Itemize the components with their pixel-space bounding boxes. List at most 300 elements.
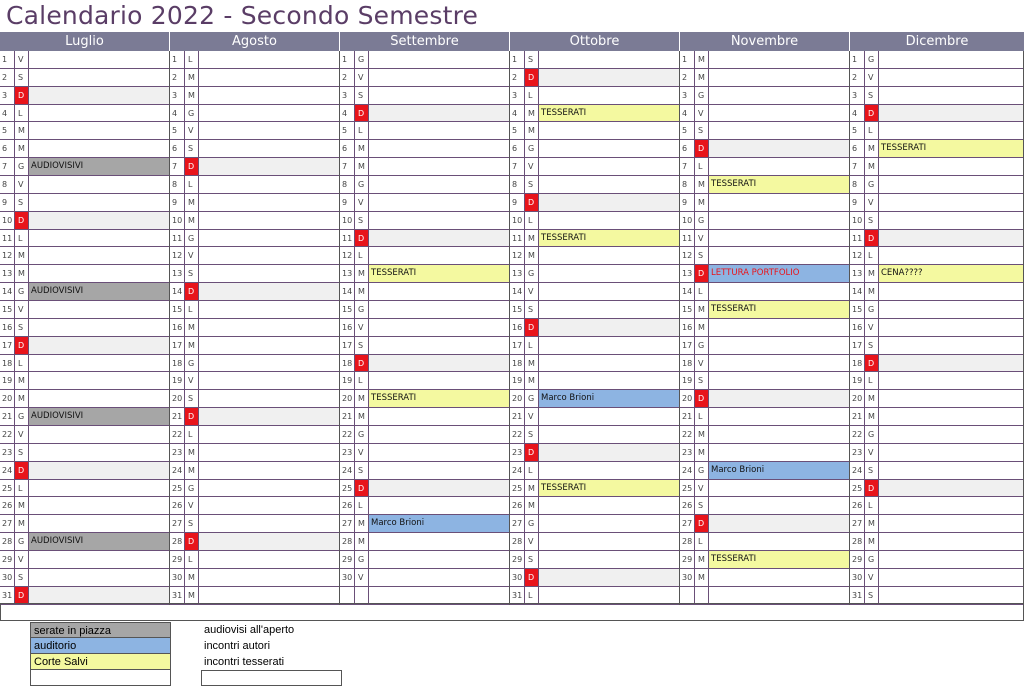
event-cell[interactable] bbox=[29, 319, 169, 336]
event-cell[interactable] bbox=[369, 497, 509, 514]
event-cell[interactable] bbox=[369, 462, 509, 479]
day-row[interactable] bbox=[850, 462, 1023, 480]
event-cell[interactable] bbox=[879, 212, 1023, 229]
day-row[interactable] bbox=[680, 247, 849, 265]
event-cell[interactable] bbox=[709, 319, 849, 336]
event-cell[interactable] bbox=[879, 176, 1023, 193]
event-cell[interactable] bbox=[539, 355, 679, 372]
event-cell[interactable] bbox=[879, 105, 1023, 122]
event-cell[interactable] bbox=[199, 355, 339, 372]
day-row[interactable] bbox=[680, 212, 849, 230]
event-cell[interactable] bbox=[879, 444, 1023, 461]
day-row[interactable] bbox=[510, 212, 679, 230]
event-cell[interactable] bbox=[539, 51, 679, 68]
event-cell[interactable] bbox=[369, 105, 509, 122]
day-row[interactable] bbox=[170, 372, 339, 390]
event-cell[interactable] bbox=[29, 230, 169, 247]
day-row[interactable] bbox=[680, 87, 849, 105]
day-row[interactable] bbox=[170, 230, 339, 248]
event-cell[interactable] bbox=[369, 551, 509, 568]
event-cell[interactable] bbox=[879, 87, 1023, 104]
event-cell[interactable] bbox=[369, 194, 509, 211]
day-row[interactable] bbox=[510, 265, 679, 283]
event-cell[interactable] bbox=[709, 283, 849, 300]
event-cell[interactable] bbox=[879, 319, 1023, 336]
event-cell[interactable] bbox=[539, 587, 679, 604]
event-cell[interactable] bbox=[199, 372, 339, 389]
day-row[interactable] bbox=[680, 372, 849, 390]
day-row[interactable] bbox=[170, 158, 339, 176]
day-row[interactable] bbox=[510, 319, 679, 337]
day-row[interactable] bbox=[510, 515, 679, 533]
day-row[interactable] bbox=[170, 301, 339, 319]
day-row[interactable] bbox=[510, 247, 679, 265]
day-row[interactable] bbox=[510, 462, 679, 480]
day-row[interactable] bbox=[850, 158, 1023, 176]
day-row[interactable] bbox=[0, 51, 169, 69]
event-cell[interactable] bbox=[369, 283, 509, 300]
event-cell[interactable] bbox=[709, 444, 849, 461]
event-cell[interactable] bbox=[879, 158, 1023, 175]
day-row[interactable] bbox=[850, 444, 1023, 462]
event-cell[interactable] bbox=[369, 247, 509, 264]
event-cell[interactable] bbox=[199, 176, 339, 193]
day-row[interactable] bbox=[0, 87, 169, 105]
event-cell[interactable] bbox=[709, 230, 849, 247]
event-cell[interactable] bbox=[539, 69, 679, 86]
event-tesserati[interactable]: TESSERATI bbox=[879, 140, 1023, 157]
event-cell[interactable] bbox=[539, 301, 679, 318]
day-row[interactable] bbox=[850, 497, 1023, 515]
day-row[interactable] bbox=[510, 158, 679, 176]
day-row[interactable] bbox=[340, 533, 509, 551]
event-cell[interactable] bbox=[709, 87, 849, 104]
event-cell[interactable] bbox=[369, 87, 509, 104]
day-row[interactable] bbox=[680, 462, 849, 480]
event-cell[interactable] bbox=[199, 515, 339, 532]
event-cell[interactable] bbox=[539, 158, 679, 175]
day-row[interactable] bbox=[340, 140, 509, 158]
day-row[interactable] bbox=[850, 283, 1023, 301]
day-row[interactable] bbox=[0, 247, 169, 265]
day-row[interactable] bbox=[170, 551, 339, 569]
event-cell[interactable] bbox=[539, 265, 679, 282]
event-cell[interactable] bbox=[539, 122, 679, 139]
day-row[interactable] bbox=[0, 158, 169, 176]
event-cell[interactable] bbox=[369, 569, 509, 586]
day-row[interactable] bbox=[170, 480, 339, 498]
day-row[interactable] bbox=[0, 462, 169, 480]
event-cell[interactable] bbox=[29, 87, 169, 104]
day-row[interactable] bbox=[510, 230, 679, 248]
day-row[interactable] bbox=[850, 408, 1023, 426]
day-row[interactable] bbox=[680, 105, 849, 123]
event-cell[interactable] bbox=[29, 569, 169, 586]
day-row[interactable] bbox=[510, 87, 679, 105]
day-row[interactable] bbox=[510, 105, 679, 123]
event-cell[interactable] bbox=[29, 426, 169, 443]
event-cell[interactable] bbox=[539, 569, 679, 586]
event-cell[interactable] bbox=[879, 408, 1023, 425]
event-cell[interactable] bbox=[879, 69, 1023, 86]
event-cell[interactable] bbox=[539, 87, 679, 104]
day-row[interactable] bbox=[510, 444, 679, 462]
day-row[interactable] bbox=[680, 497, 849, 515]
event-cell[interactable] bbox=[29, 515, 169, 532]
day-row[interactable] bbox=[340, 551, 509, 569]
event-cell[interactable] bbox=[879, 51, 1023, 68]
event-cell[interactable] bbox=[709, 533, 849, 550]
day-row[interactable] bbox=[340, 587, 509, 605]
day-row[interactable] bbox=[340, 319, 509, 337]
event-audiovisivi[interactable]: AUDIOVISIVI bbox=[29, 283, 169, 300]
event-cell[interactable] bbox=[29, 265, 169, 282]
day-row[interactable] bbox=[850, 87, 1023, 105]
day-row[interactable] bbox=[510, 426, 679, 444]
day-row[interactable] bbox=[510, 176, 679, 194]
event-cell[interactable] bbox=[709, 480, 849, 497]
day-row[interactable] bbox=[0, 140, 169, 158]
day-row[interactable] bbox=[510, 194, 679, 212]
event-cell[interactable] bbox=[199, 194, 339, 211]
day-row[interactable] bbox=[850, 140, 1023, 158]
day-row[interactable] bbox=[340, 569, 509, 587]
event-tesserati[interactable]: TESSERATI bbox=[369, 265, 509, 282]
day-row[interactable] bbox=[510, 51, 679, 69]
day-row[interactable] bbox=[0, 372, 169, 390]
event-cena[interactable]: CENA???? bbox=[879, 265, 1023, 282]
event-cell[interactable] bbox=[709, 408, 849, 425]
event-cell[interactable] bbox=[29, 444, 169, 461]
event-cell[interactable] bbox=[879, 194, 1023, 211]
event-audiovisivi[interactable]: AUDIOVISIVI bbox=[29, 408, 169, 425]
day-row[interactable] bbox=[170, 247, 339, 265]
event-cell[interactable] bbox=[369, 444, 509, 461]
day-row[interactable] bbox=[0, 69, 169, 87]
day-row[interactable] bbox=[850, 247, 1023, 265]
event-cell[interactable] bbox=[199, 337, 339, 354]
event-cell[interactable] bbox=[539, 515, 679, 532]
day-row[interactable] bbox=[850, 533, 1023, 551]
event-cell[interactable] bbox=[199, 265, 339, 282]
event-cell[interactable] bbox=[709, 390, 849, 407]
event-cell[interactable] bbox=[199, 462, 339, 479]
day-row[interactable] bbox=[0, 569, 169, 587]
event-cell[interactable] bbox=[539, 319, 679, 336]
event-cell[interactable] bbox=[369, 122, 509, 139]
day-row[interactable] bbox=[340, 444, 509, 462]
day-row[interactable] bbox=[850, 319, 1023, 337]
day-row[interactable] bbox=[510, 569, 679, 587]
day-row[interactable] bbox=[510, 372, 679, 390]
day-row[interactable] bbox=[0, 319, 169, 337]
day-row[interactable] bbox=[170, 87, 339, 105]
day-row[interactable] bbox=[850, 105, 1023, 123]
day-row[interactable] bbox=[850, 515, 1023, 533]
day-row[interactable] bbox=[0, 105, 169, 123]
event-cell[interactable] bbox=[879, 426, 1023, 443]
event-cell[interactable] bbox=[709, 194, 849, 211]
day-row[interactable] bbox=[680, 319, 849, 337]
day-row[interactable] bbox=[170, 587, 339, 605]
day-row[interactable] bbox=[340, 283, 509, 301]
day-row[interactable] bbox=[850, 176, 1023, 194]
day-row[interactable] bbox=[340, 515, 509, 533]
event-cell[interactable] bbox=[199, 87, 339, 104]
day-row[interactable] bbox=[0, 265, 169, 283]
day-row[interactable] bbox=[850, 390, 1023, 408]
event-cell[interactable] bbox=[29, 587, 169, 604]
event-cell[interactable] bbox=[709, 51, 849, 68]
event-cell[interactable] bbox=[709, 569, 849, 586]
event-cell[interactable] bbox=[539, 497, 679, 514]
day-row[interactable] bbox=[340, 301, 509, 319]
day-row[interactable] bbox=[680, 69, 849, 87]
event-cell[interactable] bbox=[879, 462, 1023, 479]
day-row[interactable] bbox=[680, 51, 849, 69]
day-row[interactable] bbox=[0, 480, 169, 498]
day-row[interactable] bbox=[340, 247, 509, 265]
event-tesserati[interactable]: TESSERATI bbox=[539, 230, 679, 247]
event-cell[interactable] bbox=[369, 140, 509, 157]
day-row[interactable] bbox=[340, 122, 509, 140]
day-row[interactable] bbox=[850, 569, 1023, 587]
event-cell[interactable] bbox=[879, 533, 1023, 550]
event-cell[interactable] bbox=[29, 122, 169, 139]
event-cell[interactable] bbox=[199, 122, 339, 139]
day-row[interactable] bbox=[0, 337, 169, 355]
day-row[interactable] bbox=[0, 533, 169, 551]
day-row[interactable] bbox=[510, 69, 679, 87]
day-row[interactable] bbox=[850, 551, 1023, 569]
event-tesserati[interactable]: TESSERATI bbox=[709, 301, 849, 318]
day-row[interactable] bbox=[0, 194, 169, 212]
event-cell[interactable] bbox=[709, 212, 849, 229]
day-row[interactable] bbox=[680, 444, 849, 462]
day-row[interactable] bbox=[680, 408, 849, 426]
event-cell[interactable] bbox=[879, 283, 1023, 300]
event-cell[interactable] bbox=[29, 462, 169, 479]
event-marco-brioni[interactable]: Marco Brioni bbox=[709, 462, 849, 479]
event-cell[interactable] bbox=[539, 551, 679, 568]
event-cell[interactable] bbox=[199, 497, 339, 514]
day-row[interactable] bbox=[340, 212, 509, 230]
event-audiovisivi[interactable]: AUDIOVISIVI bbox=[29, 158, 169, 175]
day-row[interactable] bbox=[850, 426, 1023, 444]
event-tesserati[interactable]: TESSERATI bbox=[539, 480, 679, 497]
event-tesserati[interactable]: TESSERATI bbox=[709, 551, 849, 568]
event-cell[interactable] bbox=[369, 587, 509, 604]
event-cell[interactable] bbox=[539, 337, 679, 354]
day-row[interactable] bbox=[680, 426, 849, 444]
event-cell[interactable] bbox=[199, 480, 339, 497]
day-row[interactable] bbox=[850, 355, 1023, 373]
day-row[interactable] bbox=[340, 230, 509, 248]
day-row[interactable] bbox=[850, 69, 1023, 87]
event-cell[interactable] bbox=[199, 51, 339, 68]
event-cell[interactable] bbox=[199, 158, 339, 175]
day-row[interactable] bbox=[340, 408, 509, 426]
day-row[interactable] bbox=[170, 426, 339, 444]
day-row[interactable] bbox=[510, 551, 679, 569]
event-cell[interactable] bbox=[29, 372, 169, 389]
event-cell[interactable] bbox=[29, 105, 169, 122]
day-row[interactable] bbox=[340, 372, 509, 390]
event-cell[interactable] bbox=[879, 372, 1023, 389]
day-row[interactable] bbox=[680, 122, 849, 140]
event-cell[interactable] bbox=[199, 69, 339, 86]
event-cell[interactable] bbox=[199, 426, 339, 443]
event-cell[interactable] bbox=[539, 283, 679, 300]
day-row[interactable] bbox=[510, 390, 679, 408]
day-row[interactable] bbox=[680, 551, 849, 569]
day-row[interactable] bbox=[850, 194, 1023, 212]
event-cell[interactable] bbox=[879, 122, 1023, 139]
day-row[interactable] bbox=[510, 337, 679, 355]
day-row[interactable] bbox=[510, 122, 679, 140]
event-cell[interactable] bbox=[879, 355, 1023, 372]
event-cell[interactable] bbox=[199, 444, 339, 461]
event-cell[interactable] bbox=[879, 569, 1023, 586]
day-row[interactable] bbox=[0, 515, 169, 533]
day-row[interactable] bbox=[0, 176, 169, 194]
event-cell[interactable] bbox=[29, 337, 169, 354]
day-row[interactable] bbox=[340, 69, 509, 87]
day-row[interactable] bbox=[170, 105, 339, 123]
day-row[interactable] bbox=[170, 140, 339, 158]
day-row[interactable] bbox=[340, 105, 509, 123]
day-row[interactable] bbox=[0, 283, 169, 301]
event-marco-brioni[interactable]: Marco Brioni bbox=[369, 515, 509, 532]
day-row[interactable] bbox=[850, 212, 1023, 230]
day-row[interactable] bbox=[850, 265, 1023, 283]
event-tesserati[interactable]: TESSERATI bbox=[369, 390, 509, 407]
day-row[interactable] bbox=[850, 372, 1023, 390]
event-cell[interactable] bbox=[199, 533, 339, 550]
day-row[interactable] bbox=[170, 265, 339, 283]
day-row[interactable] bbox=[340, 462, 509, 480]
event-cell[interactable] bbox=[879, 301, 1023, 318]
day-row[interactable] bbox=[170, 283, 339, 301]
day-row[interactable] bbox=[170, 122, 339, 140]
event-cell[interactable] bbox=[29, 194, 169, 211]
event-cell[interactable] bbox=[709, 497, 849, 514]
day-row[interactable] bbox=[680, 480, 849, 498]
day-row[interactable] bbox=[170, 444, 339, 462]
day-row[interactable] bbox=[680, 355, 849, 373]
event-cell[interactable] bbox=[369, 480, 509, 497]
event-cell[interactable] bbox=[29, 176, 169, 193]
day-row[interactable] bbox=[0, 444, 169, 462]
day-row[interactable] bbox=[170, 176, 339, 194]
day-row[interactable] bbox=[680, 533, 849, 551]
day-row[interactable] bbox=[680, 337, 849, 355]
day-row[interactable] bbox=[340, 158, 509, 176]
day-row[interactable] bbox=[680, 176, 849, 194]
day-row[interactable] bbox=[510, 533, 679, 551]
event-cell[interactable] bbox=[199, 230, 339, 247]
day-row[interactable] bbox=[680, 140, 849, 158]
event-cell[interactable] bbox=[879, 247, 1023, 264]
day-row[interactable] bbox=[170, 390, 339, 408]
day-row[interactable] bbox=[850, 301, 1023, 319]
day-row[interactable] bbox=[680, 283, 849, 301]
day-row[interactable] bbox=[510, 587, 679, 605]
day-row[interactable] bbox=[0, 390, 169, 408]
event-cell[interactable] bbox=[709, 247, 849, 264]
event-cell[interactable] bbox=[369, 319, 509, 336]
event-cell[interactable] bbox=[199, 105, 339, 122]
event-cell[interactable] bbox=[199, 390, 339, 407]
day-row[interactable] bbox=[680, 587, 849, 605]
day-row[interactable] bbox=[340, 51, 509, 69]
event-cell[interactable] bbox=[709, 337, 849, 354]
event-cell[interactable] bbox=[369, 408, 509, 425]
event-cell[interactable] bbox=[539, 247, 679, 264]
day-row[interactable] bbox=[170, 408, 339, 426]
day-row[interactable] bbox=[170, 319, 339, 337]
event-cell[interactable] bbox=[879, 230, 1023, 247]
event-cell[interactable] bbox=[29, 69, 169, 86]
event-audiovisivi[interactable]: AUDIOVISIVI bbox=[29, 533, 169, 550]
day-row[interactable] bbox=[680, 265, 849, 283]
event-cell[interactable] bbox=[199, 212, 339, 229]
event-cell[interactable] bbox=[199, 140, 339, 157]
day-row[interactable] bbox=[0, 587, 169, 605]
day-row[interactable] bbox=[0, 551, 169, 569]
event-cell[interactable] bbox=[539, 140, 679, 157]
day-row[interactable] bbox=[510, 480, 679, 498]
event-cell[interactable] bbox=[199, 283, 339, 300]
event-cell[interactable] bbox=[539, 533, 679, 550]
event-cell[interactable] bbox=[29, 355, 169, 372]
event-cell[interactable] bbox=[879, 551, 1023, 568]
day-row[interactable] bbox=[680, 390, 849, 408]
event-cell[interactable] bbox=[709, 69, 849, 86]
event-cell[interactable] bbox=[879, 337, 1023, 354]
event-cell[interactable] bbox=[199, 319, 339, 336]
event-cell[interactable] bbox=[369, 158, 509, 175]
day-row[interactable] bbox=[0, 212, 169, 230]
event-cell[interactable] bbox=[369, 51, 509, 68]
event-cell[interactable] bbox=[709, 158, 849, 175]
day-row[interactable] bbox=[170, 515, 339, 533]
event-cell[interactable] bbox=[29, 140, 169, 157]
day-row[interactable] bbox=[170, 51, 339, 69]
day-row[interactable] bbox=[510, 283, 679, 301]
event-cell[interactable] bbox=[879, 515, 1023, 532]
event-cell[interactable] bbox=[879, 480, 1023, 497]
day-row[interactable] bbox=[340, 497, 509, 515]
day-row[interactable] bbox=[850, 480, 1023, 498]
day-row[interactable] bbox=[170, 355, 339, 373]
day-row[interactable] bbox=[680, 569, 849, 587]
event-cell[interactable] bbox=[709, 372, 849, 389]
day-row[interactable] bbox=[340, 337, 509, 355]
event-cell[interactable] bbox=[709, 140, 849, 157]
day-row[interactable] bbox=[340, 194, 509, 212]
event-cell[interactable] bbox=[369, 176, 509, 193]
day-row[interactable] bbox=[0, 426, 169, 444]
day-row[interactable] bbox=[680, 301, 849, 319]
event-cell[interactable] bbox=[369, 372, 509, 389]
event-cell[interactable] bbox=[199, 408, 339, 425]
event-cell[interactable] bbox=[29, 247, 169, 264]
event-marco-brioni[interactable]: Marco Brioni bbox=[539, 390, 679, 407]
event-cell[interactable] bbox=[369, 69, 509, 86]
day-row[interactable] bbox=[0, 301, 169, 319]
day-row[interactable] bbox=[340, 390, 509, 408]
